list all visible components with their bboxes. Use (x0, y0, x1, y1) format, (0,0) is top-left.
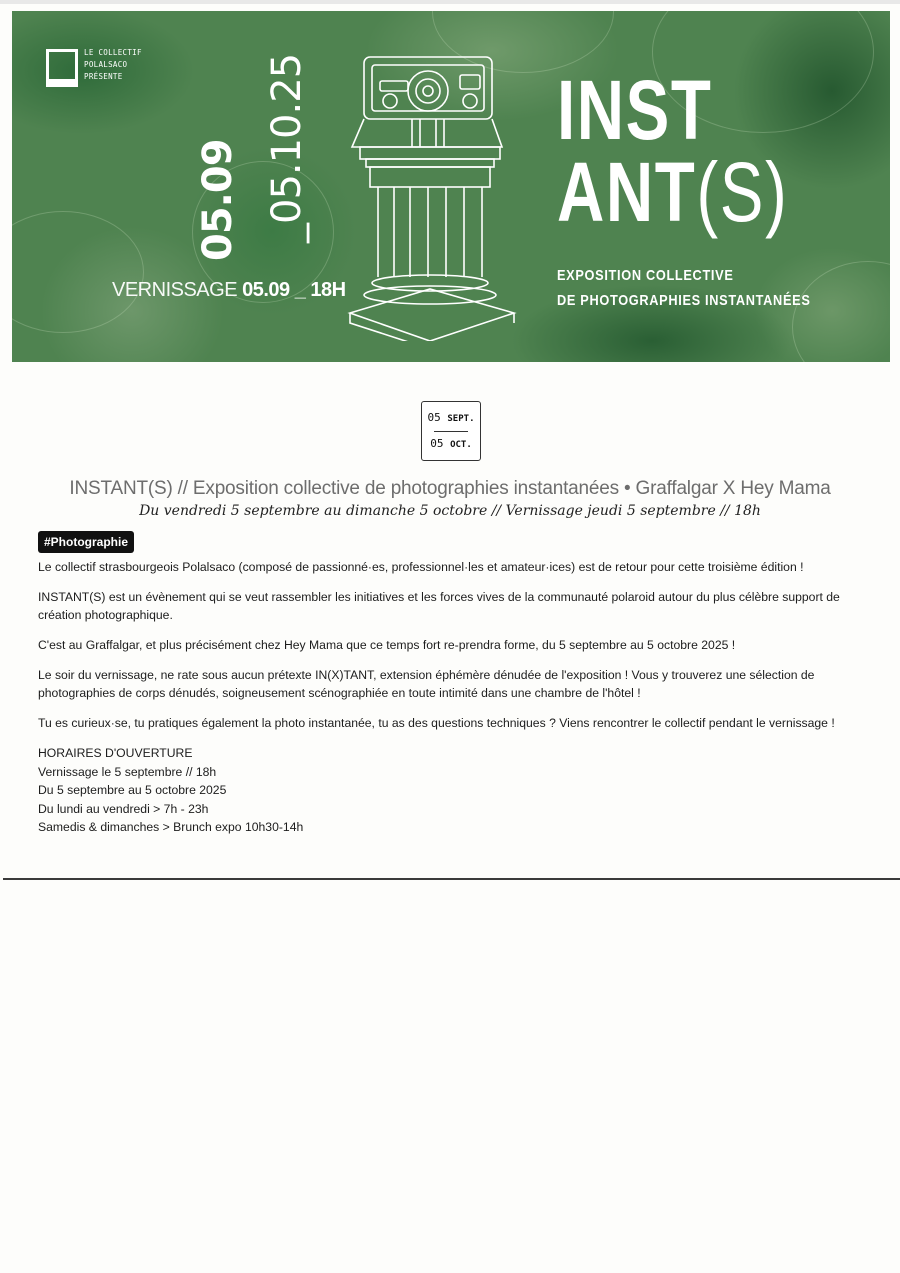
paragraph: Le collectif strasbourgeois Polalsaco (composé de passionné·es, professionnel·les et amateur·ices) est de retour pour cette troisième édition ! (38, 560, 804, 574)
event-dates-subtitle: Du vendredi 5 septembre au dimanche 5 octobre // Vernissage jeudi 5 septembre // 18h (139, 503, 761, 519)
camera-column-illustration (342, 51, 517, 341)
paragraph: Tu es curieux·se, tu pratiques également la photo instantanée, tu as des questions techniques ? Viens rencontrer le collectif pendant le vernissage ! (38, 716, 835, 730)
paragraph: C'est au Graffalgar, et plus précisément chez Hey Mama que ce temps fort re-prendra forme, du 5 septembre au 5 octobre 2025 ! (38, 638, 736, 652)
date-separator (434, 431, 468, 432)
banner-title: INST ANT(S) (557, 63, 789, 239)
event-banner (12, 11, 890, 362)
footer-divider (3, 878, 900, 880)
event-description (38, 558, 868, 837)
opening-hours (38, 744, 868, 837)
hours-line: Du lundi au vendredi > 7h - 23h (38, 801, 209, 816)
hours-line: Vernissage le 5 septembre // 18h (38, 764, 217, 779)
collective-label: LE COLLECTIF POLALSACO PRÉSENTE (84, 48, 142, 81)
paragraph: INSTANT(S) est un évènement qui se veut rassembler les initiatives et les forces vives de la communauté polaroid autour du plus célèbre support de création photographique. (38, 590, 840, 622)
hours-heading: HORAIRES D'OUVERTURE (38, 746, 193, 760)
vernissage-line: VERNISSAGE 05.09 _ 18H (112, 279, 346, 301)
texture-blob (12, 211, 144, 333)
end-date: _05.10.25 (264, 53, 310, 243)
polalsaco-logo-icon (46, 49, 78, 87)
banner-subtitle: EXPOSITION COLLECTIVE DE PHOTOGRAPHIES INSTANTANÉES (557, 267, 811, 309)
event-title: INSTANT(S) // Exposition collective de photographies instantanées • Graffalgar X Hey Mama (69, 478, 831, 499)
top-border (0, 0, 900, 4)
start-date: 05.09 (195, 139, 241, 261)
hours-line: Samedis & dimanches > Brunch expo 10h30-14h (38, 820, 304, 834)
date-range-badge: 05 SEPT. 05 OCT. (421, 401, 481, 461)
hours-line: Du 5 septembre au 5 octobre 2025 (38, 783, 227, 797)
paragraph: Le soir du vernissage, ne rate sous aucun prétexte IN(X)TANT, extension éphémère dénudée de l'exposition ! Vous y trouverez une sélection de photographies de corps dénudés, soigneusement scénographiée en toute intimité dans une chambre de l'hôtel ! (38, 668, 815, 700)
category-tag[interactable]: #Photographie (38, 531, 134, 553)
